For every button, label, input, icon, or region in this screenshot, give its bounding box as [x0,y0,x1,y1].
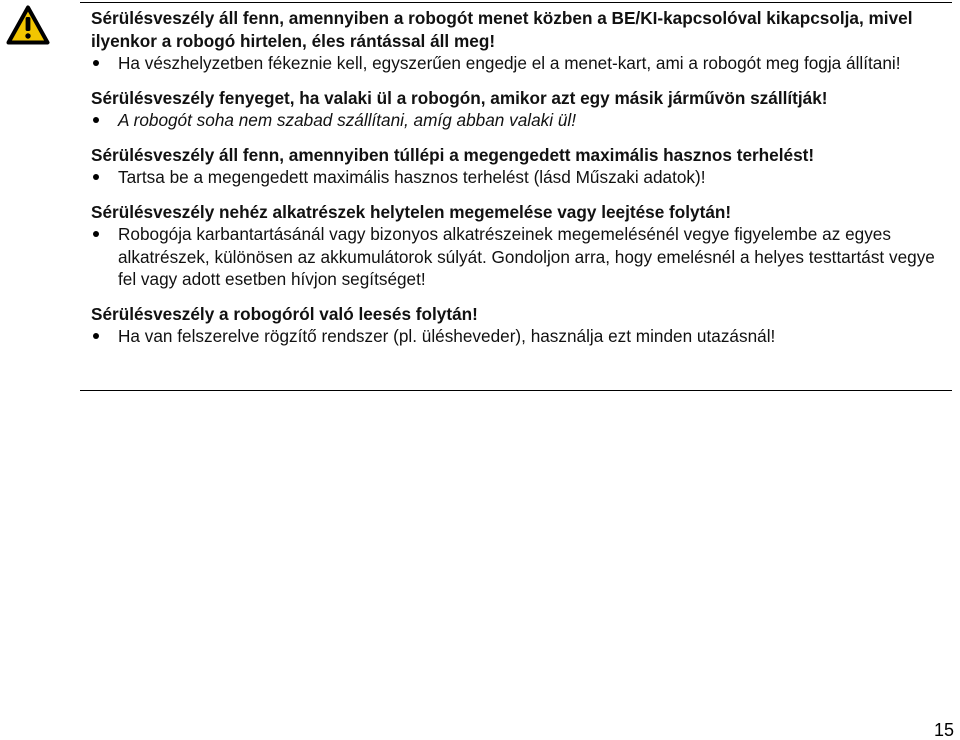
warning-section [91,144,949,189]
warning-bullet [91,109,949,132]
warning-heading: Sérülésveszély fenyeget, ha valaki ül a robogón, amikor azt egy másik járművön szállítják! [91,87,828,108]
bullet-icon [93,231,99,237]
warning-bullet-text: Tartsa be a megengedett maximális hasznos terhelést (lásd Műszaki adatok)! [118,167,706,187]
bullet-icon [93,60,99,66]
warning-heading: Sérülésveszély áll fenn, amennyiben a robogót menet közben a BE/KI-kapcsolóval kikapcsolja, mivel ilyenkor a robogó hirtelen, éles rántással áll meg! [91,8,913,51]
top-divider [80,2,952,3]
warning-triangle-icon [6,5,50,45]
warning-bullet [91,223,949,291]
warning-bullet [91,166,949,189]
page-number: 15 [933,720,954,740]
warning-bullet [91,52,949,75]
warning-bullet-text: Ha van felszerelve rögzítő rendszer (pl. ülésheveder), használja ezt minden utazásnál! [118,326,776,346]
bottom-divider [80,390,952,391]
warning-bullet-text: A robogót soha nem szabad szállítani, amíg abban valaki ül! [118,110,576,130]
warning-section [91,201,949,291]
warning-section [91,7,949,75]
warning-bullet-text: Robogója karbantartásánál vagy bizonyos alkatrészeinek megemelésénél vegye figyelembe az egyes alkatrészek, különösen az akkumulátorok súlyát. Gondoljon arra, hogy emelésnél a helyes testtartást vegye fel vagy adott esetben hívjon segítséget! [118,224,935,289]
bullet-icon [93,333,99,339]
bullet-icon [93,174,99,180]
warning-bullet-text: Ha vészhelyzetben fékeznie kell, egyszerűen engedje el a menet-kart, ami a robogót meg fogja állítani! [118,53,901,73]
bullet-icon [93,117,99,123]
warning-heading: Sérülésveszély áll fenn, amennyiben túllépi a megengedett maximális hasznos terhelést! [91,144,815,165]
safety-warnings [91,7,949,348]
warning-section [91,87,949,132]
warning-section [91,303,949,348]
warning-heading: Sérülésveszély nehéz alkatrészek helytelen megemelése vagy leejtése folytán! [91,201,732,222]
warning-bullet [91,325,949,348]
warning-heading: Sérülésveszély a robogóról való leesés folytán! [91,303,478,324]
